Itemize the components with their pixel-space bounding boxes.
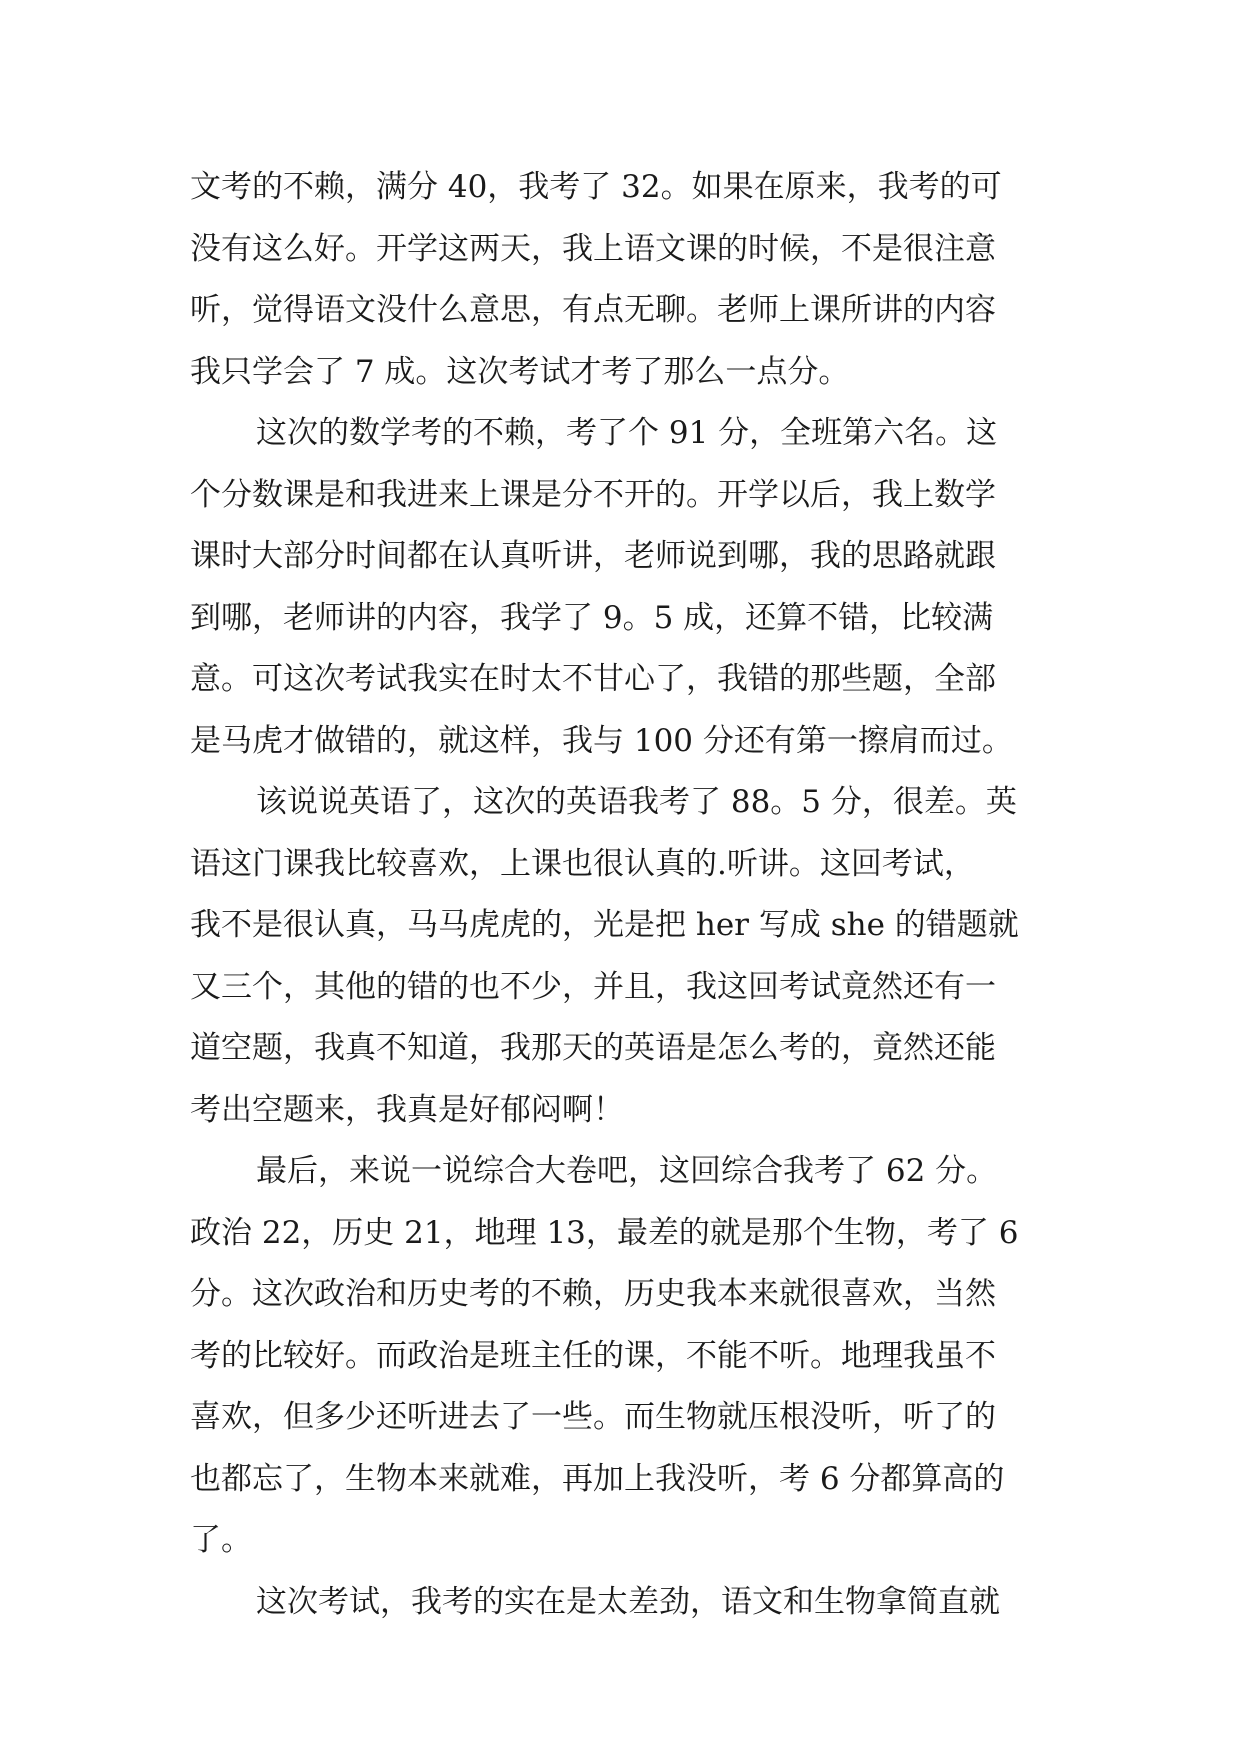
text-line: 我只学会了 7 成。这次考试才考了那么一点分。 <box>190 353 850 390</box>
text-line: 文考的不赖，满分 40，我考了 32。如果在原来，我考的可 <box>190 169 1002 205</box>
text-line: 又三个，其他的错的也不少，并且，我这回考试竟然还有一 <box>190 968 996 1005</box>
text-line: 道空题，我真不知道，我那天的英语是怎么考的，竟然还能 <box>190 1030 996 1066</box>
text-line: 考的比较好。而政治是班主任的课，不能不听。地理我虽不 <box>190 1337 996 1374</box>
paragraph-first-line: 这次考试，我考的实在是太差劲，语文和生物拿简直就 <box>256 1583 1000 1620</box>
text-line: 了。 <box>190 1522 252 1558</box>
essay-body <box>190 157 1070 1633</box>
text-line: 分。这次政治和历史考的不赖，历史我本来就很喜欢，当然 <box>190 1276 996 1312</box>
text-line: 意。可这次考试我实在时太不甘心了，我错的那些题，全部 <box>190 661 996 697</box>
text-line: 政治 22，历史 21，地理 13，最差的就是那个生物，考了 6 <box>190 1214 1019 1251</box>
text-line: 也都忘了，生物本来就难，再加上我没听，考 6 分都算高的 <box>190 1460 1005 1497</box>
text-line: 没有这么好。开学这两天，我上语文课的时候，不是很注意 <box>190 230 996 267</box>
text-line: 课时大部分时间都在认真听讲，老师说到哪，我的思路就跟 <box>190 538 996 574</box>
text-line: 考出空题来，我真是好郁闷啊！ <box>190 1091 624 1128</box>
text-line: 个分数课是和我进来上课是分不开的。开学以后，我上数学 <box>190 476 996 513</box>
paragraph-first-line: 这次的数学考的不赖，考了个 91 分，全班第六名。这 <box>256 415 998 451</box>
text-line: 喜欢，但多少还听进去了一些。而生物就压根没听，听了的 <box>190 1399 996 1435</box>
text-line: 是马虎才做错的，就这样，我与 100 分还有第一擦肩而过。 <box>190 722 1013 759</box>
text-line: 我不是很认真，马马虎虎的，光是把 her 写成 she 的错题就 <box>190 907 1019 943</box>
paragraph-first-line: 最后，来说一说综合大卷吧，这回综合我考了 62 分。 <box>256 1153 998 1189</box>
paragraph-first-line: 该说说英语了，这次的英语我考了 88。5 分，很差。英 <box>256 784 1017 820</box>
text-line: 语这门课我比较喜欢，上课也很认真的.听讲。这回考试， <box>190 845 975 882</box>
text-line: 听，觉得语文没什么意思，有点无聊。老师上课所讲的内容 <box>190 292 996 328</box>
text-line: 到哪，老师讲的内容，我学了 9。5 成，还算不错，比较满 <box>190 599 994 636</box>
